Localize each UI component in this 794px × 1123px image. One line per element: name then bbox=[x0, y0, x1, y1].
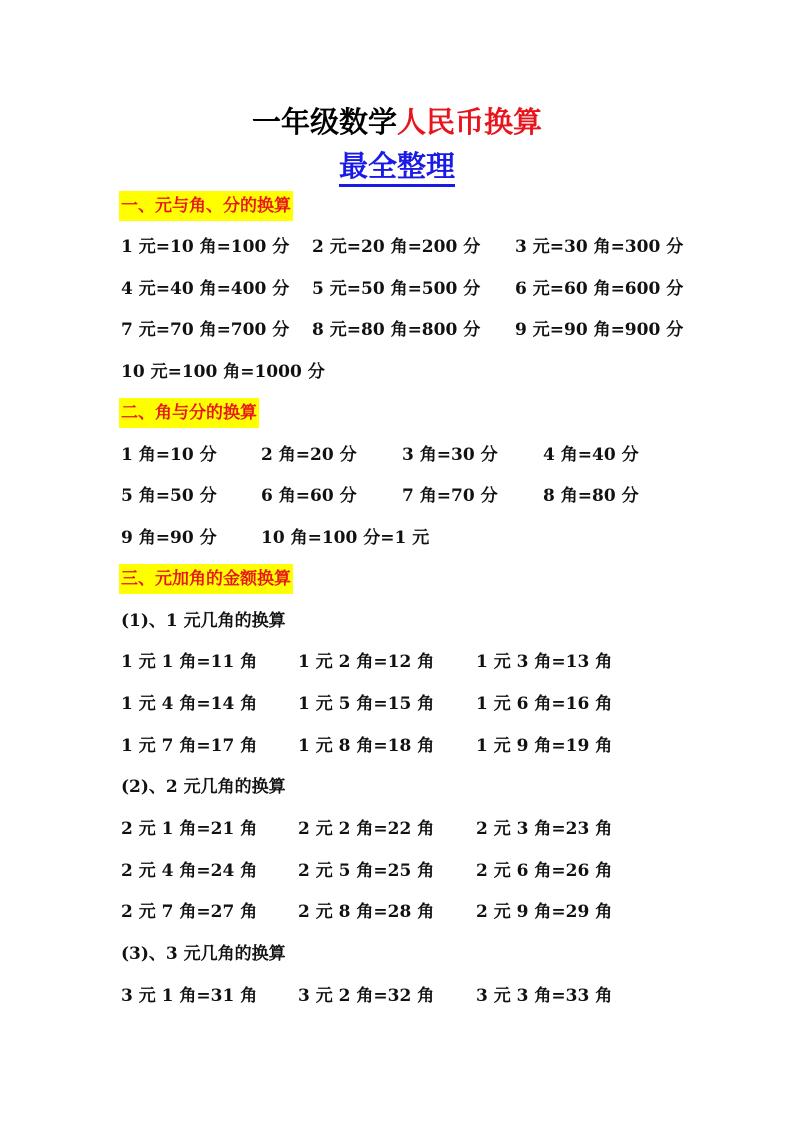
conversion-item: 5 元=50 角=500 分 bbox=[312, 279, 481, 299]
conversion-item: 2 元=20 角=200 分 bbox=[312, 237, 481, 257]
page-title bbox=[0, 102, 794, 142]
conversion-item: 6 元=60 角=600 分 bbox=[515, 279, 684, 299]
conversion-item: 1 元 9 角=19 角 bbox=[476, 736, 613, 756]
conversion-item: 1 元 1 角=11 角 bbox=[121, 652, 258, 672]
conversion-item: 4 角=40 分 bbox=[543, 445, 639, 465]
conversion-item: 9 角=90 分 bbox=[121, 528, 217, 548]
conversion-item: 7 元=70 角=700 分 bbox=[121, 320, 290, 340]
page-subtitle bbox=[0, 146, 794, 186]
conversion-item: 2 元 5 角=25 角 bbox=[298, 861, 435, 881]
conversion-item: 3 元 3 角=33 角 bbox=[476, 986, 613, 1006]
subsection-label-3: (3)、3 元几角的换算 bbox=[121, 944, 286, 964]
conversion-item: 6 角=60 分 bbox=[261, 486, 357, 506]
title-part-black: 一年级数学 bbox=[251, 105, 397, 139]
conversion-item: 10 角=100 分=1 元 bbox=[261, 528, 430, 548]
conversion-item: 2 角=20 分 bbox=[261, 445, 357, 465]
conversion-item: 3 角=30 分 bbox=[402, 445, 498, 465]
subsection-label-1: (1)、1 元几角的换算 bbox=[121, 611, 286, 631]
subsection-label-2: (2)、2 元几角的换算 bbox=[121, 777, 286, 797]
conversion-item: 1 元 8 角=18 角 bbox=[298, 736, 435, 756]
section-heading-3: 三、元加角的金额换算 bbox=[119, 564, 293, 594]
section-heading-1: 一、元与角、分的换算 bbox=[119, 191, 293, 221]
conversion-item: 1 元 5 角=15 角 bbox=[298, 694, 435, 714]
conversion-item: 8 角=80 分 bbox=[543, 486, 639, 506]
conversion-item: 2 元 6 角=26 角 bbox=[476, 861, 613, 881]
conversion-item: 4 元=40 角=400 分 bbox=[121, 279, 290, 299]
conversion-item: 7 角=70 分 bbox=[402, 486, 498, 506]
conversion-item: 1 角=10 分 bbox=[121, 445, 217, 465]
conversion-item: 10 元=100 角=1000 分 bbox=[121, 362, 325, 382]
conversion-item: 2 元 1 角=21 角 bbox=[121, 819, 258, 839]
conversion-item: 1 元 6 角=16 角 bbox=[476, 694, 613, 714]
conversion-item: 1 元 4 角=14 角 bbox=[121, 694, 258, 714]
conversion-item: 3 元 1 角=31 角 bbox=[121, 986, 258, 1006]
conversion-item: 8 元=80 角=800 分 bbox=[312, 320, 481, 340]
conversion-item: 1 元 3 角=13 角 bbox=[476, 652, 613, 672]
conversion-item: 2 元 9 角=29 角 bbox=[476, 902, 613, 922]
conversion-item: 2 元 8 角=28 角 bbox=[298, 902, 435, 922]
title-part-red: 人民币换算 bbox=[397, 105, 543, 139]
conversion-item: 1 元 2 角=12 角 bbox=[298, 652, 435, 672]
conversion-item: 9 元=90 角=900 分 bbox=[515, 320, 684, 340]
conversion-item: 2 元 7 角=27 角 bbox=[121, 902, 258, 922]
conversion-item: 2 元 3 角=23 角 bbox=[476, 819, 613, 839]
conversion-item: 3 元 2 角=32 角 bbox=[298, 986, 435, 1006]
conversion-item: 2 元 2 角=22 角 bbox=[298, 819, 435, 839]
conversion-item: 3 元=30 角=300 分 bbox=[515, 237, 684, 257]
section-heading-2: 二、角与分的换算 bbox=[119, 398, 259, 428]
conversion-item: 1 元=10 角=100 分 bbox=[121, 237, 290, 257]
subtitle-text: 最全整理 bbox=[339, 149, 455, 187]
conversion-item: 2 元 4 角=24 角 bbox=[121, 861, 258, 881]
conversion-item: 1 元 7 角=17 角 bbox=[121, 736, 258, 756]
conversion-item: 5 角=50 分 bbox=[121, 486, 217, 506]
